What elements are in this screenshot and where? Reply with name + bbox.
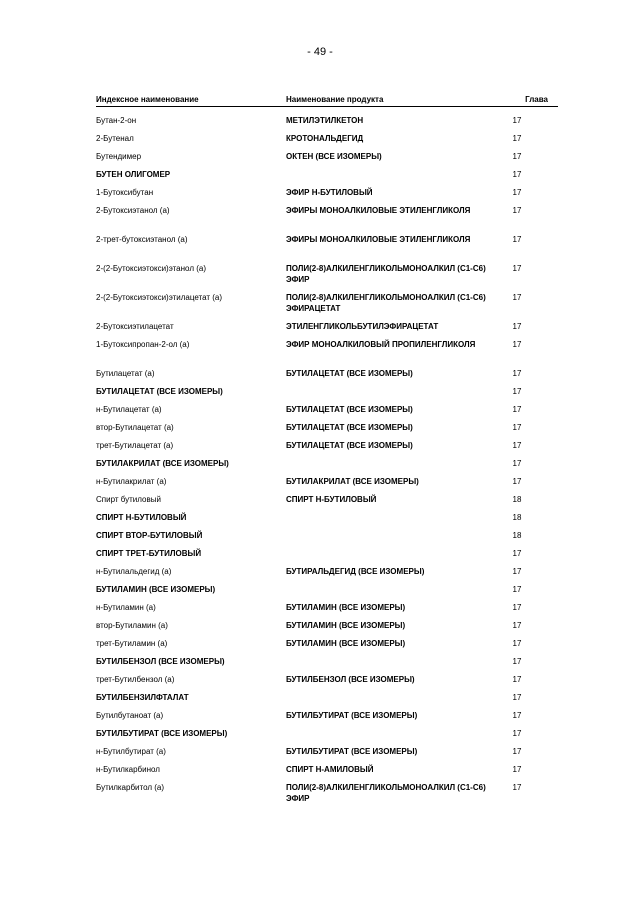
chapter-cell: 17 (512, 765, 522, 774)
table-row (96, 458, 558, 476)
index-name-cell: 1-Бутоксипропан-2-ол (а) (96, 340, 190, 349)
chapter-cell: 17 (512, 567, 522, 576)
product-name-cell: БУТИЛАМИН (ВСЕ ИЗОМЕРЫ) (286, 621, 406, 630)
chapter-cell: 17 (512, 657, 522, 666)
index-name-cell: Бутилкарбитол (а) (96, 783, 165, 792)
header-product-name: Наименование продукта (286, 95, 384, 104)
product-name-cell: БУТИЛАМИН (ВСЕ ИЗОМЕРЫ) (286, 603, 406, 612)
chapter-cell: 18 (512, 513, 522, 522)
index-name-cell: 2-(2-Бутоксиэтокси)этанол (а) (96, 264, 206, 273)
index-name-cell: втор-Бутилацетат (а) (96, 423, 174, 432)
chapter-cell: 17 (512, 423, 522, 432)
table-row (96, 548, 558, 566)
index-name-cell: н-Бутилбутират (а) (96, 747, 166, 756)
chapter-cell: 17 (512, 340, 522, 349)
table-row (96, 133, 558, 151)
chapter-cell: 18 (512, 531, 522, 540)
chapter-cell: 17 (512, 603, 522, 612)
table-row (96, 292, 558, 321)
index-name-cell: н-Бутилакрилат (а) (96, 477, 167, 486)
chapter-cell: 17 (512, 783, 522, 792)
index-name-cell: Спирт бутиловый (96, 495, 161, 504)
product-name-cell: СПИРТ Н-АМИЛОВЫЙ (286, 765, 374, 774)
product-name-cell: БУТИЛАЦЕТАТ (ВСЕ ИЗОМЕРЫ) (286, 441, 413, 450)
product-name-cell: СПИРТ Н-БУТИЛОВЫЙ (286, 495, 377, 504)
page-number: - 49 - (307, 46, 333, 58)
table-row (96, 169, 558, 187)
index-name-cell: н-Бутилальдегид (а) (96, 567, 172, 576)
product-name-cell: КРОТОНАЛЬДЕГИД (286, 134, 364, 143)
index-name-cell: БУТИЛБЕНЗИЛФТАЛАТ (96, 693, 189, 702)
index-name-cell: трет-Бутилбензол (а) (96, 675, 175, 684)
index-name-cell: СПИРТ ВТОР-БУТИЛОВЫЙ (96, 531, 203, 540)
index-name-cell: трет-Бутиламин (а) (96, 639, 168, 648)
table-row (96, 339, 558, 368)
index-name-cell: СПИРТ Н-БУТИЛОВЫЙ (96, 513, 187, 522)
index-name-cell: 2-Бутоксиэтанол (а) (96, 206, 170, 215)
chapter-cell: 17 (512, 477, 522, 486)
index-name-cell: трет-Бутилацетат (а) (96, 441, 174, 450)
chapter-cell: 17 (512, 621, 522, 630)
index-name-cell: 2-Бутоксиэтилацетат (96, 322, 174, 331)
chapter-cell: 17 (512, 639, 522, 648)
chapter-cell: 17 (512, 441, 522, 450)
chapter-cell: 17 (512, 170, 522, 179)
index-name-cell: Бутилацетат (а) (96, 369, 155, 378)
chapter-cell: 17 (512, 405, 522, 414)
product-name-cell: БУТИЛАЦЕТАТ (ВСЕ ИЗОМЕРЫ) (286, 369, 413, 378)
table-row (96, 386, 558, 404)
index-name-cell: БУТИЛБУТИРАТ (ВСЕ ИЗОМЕРЫ) (96, 729, 228, 738)
product-name-cell: БУТИЛБУТИРАТ (ВСЕ ИЗОМЕРЫ) (286, 747, 418, 756)
chapter-cell: 17 (512, 264, 522, 273)
chapter-cell: 17 (512, 693, 522, 702)
table-row (96, 620, 558, 638)
table-row (96, 368, 558, 386)
product-name-cell: ПОЛИ(2-8)АЛКИЛЕНГЛИКОЛЬМОНОАЛКИЛ (C1-C6) ЭФИР (286, 783, 486, 803)
product-name-cell: ЭТИЛЕНГЛИКОЛЬБУТИЛЭФИРАЦЕТАТ (286, 322, 439, 331)
chapter-cell: 17 (512, 322, 522, 331)
table-row (96, 263, 558, 292)
chapter-cell: 17 (512, 675, 522, 684)
chapter-cell: 17 (512, 188, 522, 197)
index-name-cell: БУТИЛБЕНЗОЛ (ВСЕ ИЗОМЕРЫ) (96, 657, 225, 666)
product-name-cell: БУТИЛАЦЕТАТ (ВСЕ ИЗОМЕРЫ) (286, 405, 413, 414)
index-name-cell: БУТИЛАКРИЛАТ (ВСЕ ИЗОМЕРЫ) (96, 459, 229, 468)
chapter-cell: 17 (512, 711, 522, 720)
product-name-cell: БУТИРАЛЬДЕГИД (ВСЕ ИЗОМЕРЫ) (286, 567, 425, 576)
chapter-cell: 17 (512, 729, 522, 738)
table-row (96, 234, 558, 263)
chapter-cell: 17 (512, 152, 522, 161)
product-name-cell: ПОЛИ(2-8)АЛКИЛЕНГЛИКОЛЬМОНОАЛКИЛ (C1-C6) ЭФИРАЦЕТАТ (286, 293, 486, 313)
table-row (96, 746, 558, 764)
index-name-cell: втор-Бутиламин (а) (96, 621, 168, 630)
index-name-cell: 1-Бутоксибутан (96, 188, 154, 197)
table-row (96, 782, 558, 811)
chapter-cell: 17 (512, 116, 522, 125)
index-name-cell: 2-(2-Бутоксиэтокси)этилацетат (а) (96, 293, 223, 302)
product-name-cell: БУТИЛБУТИРАТ (ВСЕ ИЗОМЕРЫ) (286, 711, 418, 720)
index-name-cell: н-Бутилацетат (а) (96, 405, 162, 414)
chapter-cell: 17 (512, 134, 522, 143)
table-row (96, 566, 558, 584)
chapter-cell: 17 (512, 387, 522, 396)
index-name-cell: н-Бутилкарбинол (96, 765, 160, 774)
index-name-cell: н-Бутиламин (а) (96, 603, 156, 612)
table-row (96, 692, 558, 710)
index-name-cell: Бутендимер (96, 152, 142, 161)
substance-table (96, 92, 558, 811)
table-row (96, 404, 558, 422)
table-row (96, 321, 558, 339)
chapter-cell: 18 (512, 495, 522, 504)
product-name-cell: ЭФИР Н-БУТИЛОВЫЙ (286, 188, 373, 197)
table-row (96, 584, 558, 602)
header-index-name: Индексное наименование (96, 95, 199, 104)
index-name-cell: Бутилбутаноат (а) (96, 711, 164, 720)
product-name-cell: ЭФИРЫ МОНОАЛКИЛОВЫЕ ЭТИЛЕНГЛИКОЛЯ (286, 235, 471, 244)
product-name-cell: БУТИЛАКРИЛАТ (ВСЕ ИЗОМЕРЫ) (286, 477, 419, 486)
table-row (96, 602, 558, 620)
table-row (96, 638, 558, 656)
product-name-cell: ПОЛИ(2-8)АЛКИЛЕНГЛИКОЛЬМОНОАЛКИЛ (C1-C6) ЭФИР (286, 264, 486, 284)
table-row (96, 764, 558, 782)
product-name-cell: БУТИЛБЕНЗОЛ (ВСЕ ИЗОМЕРЫ) (286, 675, 415, 684)
table-row (96, 151, 558, 169)
chapter-cell: 17 (512, 293, 522, 302)
chapter-cell: 17 (512, 235, 522, 244)
chapter-cell: 17 (512, 369, 522, 378)
index-name-cell: БУТЕН ОЛИГОМЕР (96, 170, 171, 179)
table-row (96, 530, 558, 548)
chapter-cell: 17 (512, 459, 522, 468)
product-name-cell: ЭФИРЫ МОНОАЛКИЛОВЫЕ ЭТИЛЕНГЛИКОЛЯ (286, 206, 471, 215)
index-name-cell: БУТИЛАМИН (ВСЕ ИЗОМЕРЫ) (96, 585, 216, 594)
table-row (96, 187, 558, 205)
table-row (96, 656, 558, 674)
chapter-cell: 17 (512, 549, 522, 558)
table-row (96, 422, 558, 440)
table-header (96, 92, 558, 107)
product-name-cell: ЭФИР МОНОАЛКИЛОВЫЙ ПРОПИЛЕНГЛИКОЛЯ (286, 340, 476, 349)
index-name-cell: Бутан-2-он (96, 116, 137, 125)
product-name-cell: БУТИЛАМИН (ВСЕ ИЗОМЕРЫ) (286, 639, 406, 648)
table-row (96, 440, 558, 458)
table-row (96, 512, 558, 530)
table-row (96, 205, 558, 234)
table-row (96, 710, 558, 728)
table-row (96, 476, 558, 494)
table-row (96, 728, 558, 746)
product-name-cell: БУТИЛАЦЕТАТ (ВСЕ ИЗОМЕРЫ) (286, 423, 413, 432)
chapter-cell: 17 (512, 206, 522, 215)
index-name-cell: БУТИЛАЦЕТАТ (ВСЕ ИЗОМЕРЫ) (96, 387, 223, 396)
chapter-cell: 17 (512, 585, 522, 594)
chapter-cell: 17 (512, 747, 522, 756)
product-name-cell: МЕТИЛЭТИЛКЕТОН (286, 116, 364, 125)
table-row (96, 115, 558, 133)
header-chapter: Глава (525, 95, 548, 104)
table-row (96, 494, 558, 512)
index-name-cell: 2-трет-бутоксиэтанол (а) (96, 235, 188, 244)
index-name-cell: 2-Бутенал (96, 134, 134, 143)
table-body (96, 115, 558, 811)
product-name-cell: ОКТЕН (ВСЕ ИЗОМЕРЫ) (286, 152, 382, 161)
table-row (96, 674, 558, 692)
index-name-cell: СПИРТ ТРЕТ-БУТИЛОВЫЙ (96, 549, 202, 558)
